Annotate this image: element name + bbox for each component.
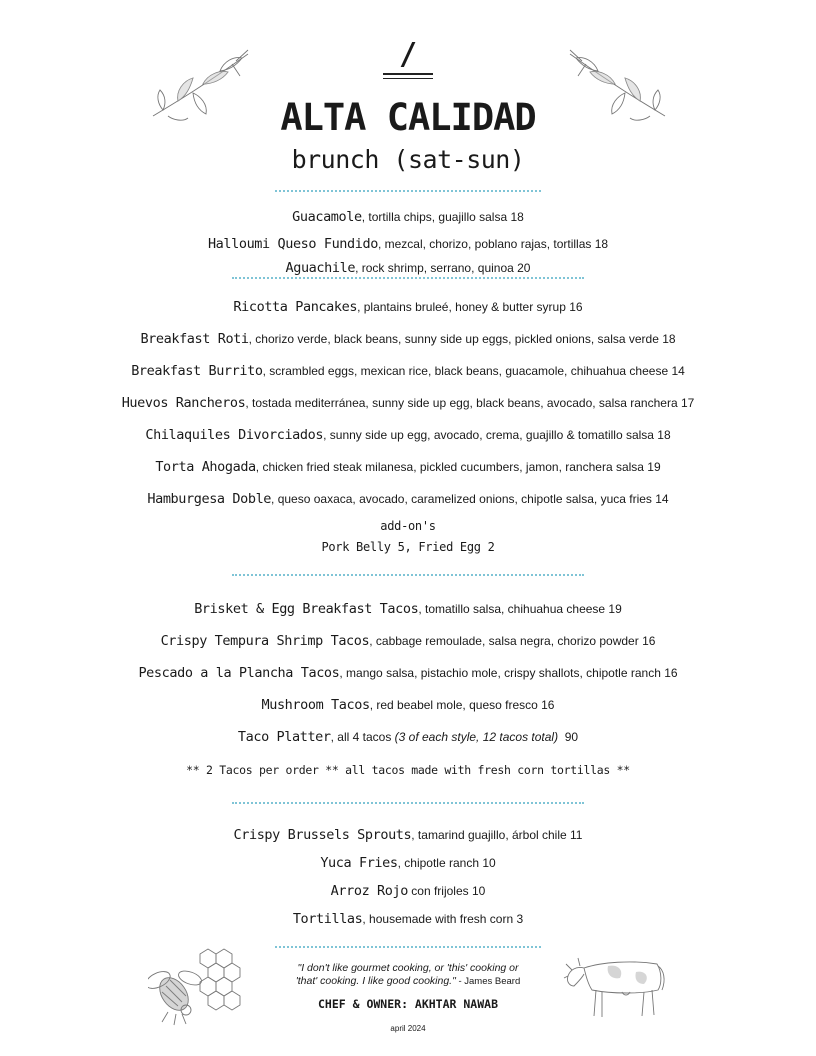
item-desc: , mezcal, chorizo, poblano rajas, tortillas 18 (377, 237, 609, 251)
divider (275, 190, 541, 192)
menu-item (0, 209, 816, 225)
menu-item (0, 601, 816, 617)
item-name: Ricotta Pancakes (233, 299, 358, 315)
menu-item (0, 260, 816, 276)
item-name: Torta Ahogada (155, 459, 256, 475)
menu-item (0, 395, 816, 411)
item-desc: , chipotle ranch 10 (397, 856, 496, 870)
item-desc: con frijoles 10 (407, 884, 486, 898)
menu-item (0, 697, 816, 713)
honeycomb-bee-icon (148, 944, 258, 1028)
menu-item (0, 427, 816, 443)
item-desc: , tostada mediterránea, sunny side up egg, black beans, avocado, salsa ranchera 17 (245, 396, 695, 410)
divider (232, 802, 584, 804)
menu-item (0, 459, 816, 475)
item-desc: , plantains bruleé, honey & butter syrup 16 (357, 300, 583, 314)
item-desc: , queso oaxaca, avocado, caramelized onions, chipotle salsa, yuca fries 14 (271, 492, 669, 506)
item-desc: , all 4 tacos (330, 730, 395, 744)
menu-item (0, 363, 816, 379)
divider (232, 277, 584, 279)
chef-credit: CHEF & OWNER: AKHTAR NAWAB (317, 997, 498, 1011)
item-name: Taco Platter (237, 729, 331, 745)
quote-line: 'that' cooking. I like good cooking." (295, 975, 456, 987)
item-name: Brisket & Egg Breakfast Tacos (194, 601, 419, 617)
item-desc: , sunny side up egg, avocado, crema, guajillo & tomatillo salsa 18 (323, 428, 671, 442)
logo-rule-thin (383, 78, 433, 79)
menu-item (0, 665, 816, 681)
logo-mark: / (398, 37, 418, 72)
addons-heading: add-on's (380, 519, 436, 533)
quote-block (270, 962, 546, 988)
item-desc: , tamarind guajillo, árbol chile 11 (411, 828, 583, 842)
item-desc: , cabbage remoulade, salsa negra, chorizo powder 16 (369, 634, 656, 648)
menu-item (0, 299, 816, 315)
item-desc: , tomatillo salsa, chihuahua cheese 19 (418, 602, 622, 616)
item-desc: , chicken fried steak milanesa, pickled cucumbers, jamon, ranchera salsa 19 (255, 460, 661, 474)
item-name: Halloumi Queso Fundido (207, 236, 378, 252)
item-desc: , rock shrimp, serrano, quinoa 20 (355, 261, 531, 275)
menu-item (0, 491, 816, 507)
quote-attribution: - James Beard (455, 976, 521, 987)
divider (232, 574, 584, 576)
item-name: Aguachile (285, 260, 356, 276)
page-subtitle: brunch (sat-sun) (291, 145, 525, 174)
item-desc: , housemade with fresh corn 3 (362, 912, 524, 926)
item-desc: , mango salsa, pistachio mole, crispy shallots, chipotle ranch 16 (339, 666, 678, 680)
menu-item-taco-platter (0, 729, 816, 745)
item-name: Arroz Rojo (330, 883, 408, 899)
item-name: Yuca Fries (320, 855, 398, 871)
menu-item (0, 855, 816, 871)
menu-item (0, 236, 816, 252)
item-desc: , chorizo verde, black beans, sunny side up eggs, pickled onions, salsa verde 18 (248, 332, 676, 346)
item-desc: , red beabel mole, queso fresco 16 (369, 698, 555, 712)
item-name: Tortillas (292, 911, 363, 927)
item-name: Hamburgesa Doble (147, 491, 272, 507)
item-name: Breakfast Roti (140, 331, 249, 347)
menu-item (0, 633, 816, 649)
logo-rule (383, 73, 433, 75)
menu-item (0, 883, 816, 899)
item-name: Pescado a la Plancha Tacos (138, 665, 340, 681)
item-name: Mushroom Tacos (261, 697, 370, 713)
item-name: Guacamole (292, 209, 362, 225)
item-name: Crispy Brussels Sprouts (233, 827, 412, 843)
cow-sketch-icon (562, 950, 668, 1024)
divider (275, 946, 541, 948)
addons-list: Pork Belly 5, Fried Egg 2 (321, 540, 495, 554)
item-price: 90 (558, 730, 579, 744)
item-note: (3 of each style, 12 tacos total) (394, 730, 559, 744)
item-desc: , scrambled eggs, mexican rice, black beans, guacamole, chihuahua cheese 14 (262, 364, 685, 378)
item-desc: , tortilla chips, guajillo salsa 18 (361, 210, 524, 224)
item-name: Breakfast Burrito (131, 363, 263, 379)
page-title: ALTA CALIDAD (280, 96, 536, 139)
item-name: Huevos Rancheros (121, 395, 246, 411)
item-name: Chilaquiles Divorciados (145, 427, 324, 443)
taco-footnote: ** 2 Tacos per order ** all tacos made with fresh corn tortillas ** (186, 763, 630, 777)
menu-date: april 2024 (390, 1024, 426, 1033)
menu-item (0, 331, 816, 347)
menu-item (0, 827, 816, 843)
item-name: Crispy Tempura Shrimp Tacos (160, 633, 370, 649)
menu-item (0, 911, 816, 927)
quote-line: "I don't like gourmet cooking, or 'this' cooking or (297, 962, 519, 974)
